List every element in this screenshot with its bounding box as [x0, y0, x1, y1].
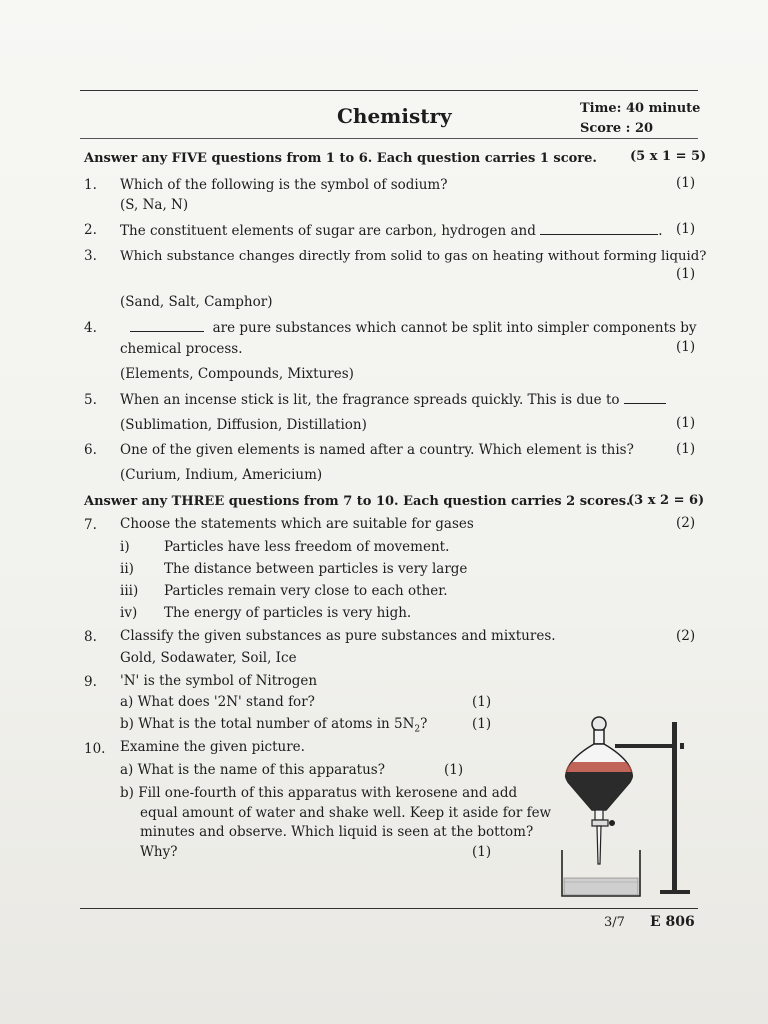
- q5-number: 5.: [84, 392, 97, 408]
- q6-options: (Curium, Indium, Americium): [120, 467, 323, 483]
- funnel-stem: [597, 826, 601, 864]
- section-a-marks: (5 x 1 = 5): [630, 149, 707, 164]
- q7-mark: (2): [676, 515, 696, 531]
- upper-liquid-layer: [566, 762, 632, 772]
- funnel-stem-top: [595, 810, 603, 820]
- q9-number: 9.: [84, 674, 97, 690]
- q5-options: (Sublimation, Diffusion, Distillation): [120, 417, 367, 433]
- footer-rule: [80, 908, 698, 909]
- q6-text: One of the given elements is named after a country. Which element is this?: [120, 442, 634, 458]
- q4-options: (Elements, Compounds, Mixtures): [120, 366, 354, 382]
- time-label: Time: 40 minute: [580, 101, 701, 116]
- q8-list: Gold, Sodawater, Soil, Ice: [120, 650, 297, 666]
- q3-options: (Sand, Salt, Camphor): [120, 294, 273, 310]
- funnel-neck: [594, 730, 604, 744]
- q3-mark: (1): [676, 266, 696, 282]
- section-b-instruction: Answer any THREE questions from 7 to 10. Each question carries 2 scores.: [84, 494, 631, 509]
- q9-text: 'N' is the symbol of Nitrogen: [120, 673, 318, 689]
- stopcock-icon: [592, 820, 608, 826]
- q9-a: a) What does '2N' stand for?: [120, 694, 315, 710]
- q4-text-a: are pure substances which cannot be split into simpler components by: [130, 322, 697, 336]
- stopper: [592, 717, 606, 731]
- q3-number: 3.: [84, 248, 97, 264]
- q10-a-mark: (1): [444, 762, 464, 778]
- q5-blank: [624, 402, 666, 404]
- score-label: Score : 20: [580, 121, 654, 136]
- q1-number: 1.: [84, 177, 97, 193]
- q8-mark: (2): [676, 628, 696, 644]
- section-a-instruction: Answer any FIVE questions from 1 to 6. Each question carries 1 score.: [84, 151, 597, 166]
- subject-title: Chemistry: [337, 104, 452, 128]
- q8-number: 8.: [84, 629, 97, 645]
- q10-a: a) What is the name of this apparatus?: [120, 762, 385, 778]
- q2-mark: (1): [676, 221, 696, 237]
- q10-b-line-2: equal amount of water and shake well. Keep it aside for few: [140, 805, 552, 821]
- q10-b-line-1: b) Fill one-fourth of this apparatus with kerosene and add: [120, 785, 518, 801]
- q7-item-3: Particles remain very close to each other.: [164, 583, 448, 599]
- stand-base: [660, 890, 690, 894]
- q6-mark: (1): [676, 441, 696, 457]
- top-rule: [80, 90, 698, 91]
- q7-item-2-num: ii): [120, 561, 134, 577]
- q10-b-line-3: minutes and observe. Which liquid is seen at the bottom?: [140, 824, 534, 840]
- page-number: 3/7: [604, 915, 625, 930]
- q1-text: Which of the following is the symbol of sodium?: [120, 177, 448, 193]
- q9-b-mark: (1): [472, 716, 492, 732]
- section-b-marks: (3 x 2 = 6): [628, 493, 705, 508]
- q7-item-2: The distance between particles is very large: [164, 561, 468, 577]
- q1-mark: (1): [676, 175, 696, 191]
- q4-blank: [130, 330, 204, 332]
- q10-text: Examine the given picture.: [120, 739, 305, 755]
- q2-text: The constituent elements of sugar are carbon, hydrogen and .: [120, 223, 663, 239]
- q5-text: When an incense stick is lit, the fragrance spreads quickly. This is due to: [120, 394, 666, 408]
- q9-b: b) What is the total number of atoms in $5N_2$?: [120, 716, 428, 735]
- q4-text-b: chemical process.: [120, 341, 243, 357]
- beaker-liquid: [564, 878, 638, 895]
- q3-text: Which substance changes directly from solid to gas on heating without forming liquid?: [120, 249, 707, 264]
- q7-number: 7.: [84, 517, 97, 533]
- q8-text: Classify the given substances as pure substances and mixtures.: [120, 628, 556, 644]
- q7-item-3-num: iii): [120, 583, 139, 599]
- q10-b-line-4: Why?: [140, 844, 178, 860]
- paper-code: E 806: [650, 914, 695, 930]
- q10-b-mark: (1): [472, 844, 492, 860]
- q7-item-4: The energy of particles is very high.: [164, 605, 412, 621]
- q2-blank: [540, 233, 658, 235]
- q7-item-1-num: i): [120, 539, 130, 555]
- q4-number: 4.: [84, 320, 97, 336]
- q4-mark: (1): [676, 339, 696, 355]
- q7-item-4-num: iv): [120, 605, 138, 621]
- q7-text: Choose the statements which are suitable for gases: [120, 516, 474, 532]
- q2-number: 2.: [84, 222, 97, 238]
- q9-a-mark: (1): [472, 694, 492, 710]
- stopcock-handle: [609, 820, 615, 826]
- clamp-knob: [680, 743, 684, 749]
- q1-options: (S, Na, N): [120, 197, 189, 213]
- q5-mark: (1): [676, 415, 696, 431]
- header-rule: [80, 138, 698, 139]
- q6-number: 6.: [84, 442, 97, 458]
- separating-funnel-illustration: [540, 710, 700, 905]
- q7-item-1: Particles have less freedom of movement.: [164, 539, 450, 555]
- clamp-arm: [615, 744, 675, 748]
- q10-number: 10.: [84, 741, 106, 757]
